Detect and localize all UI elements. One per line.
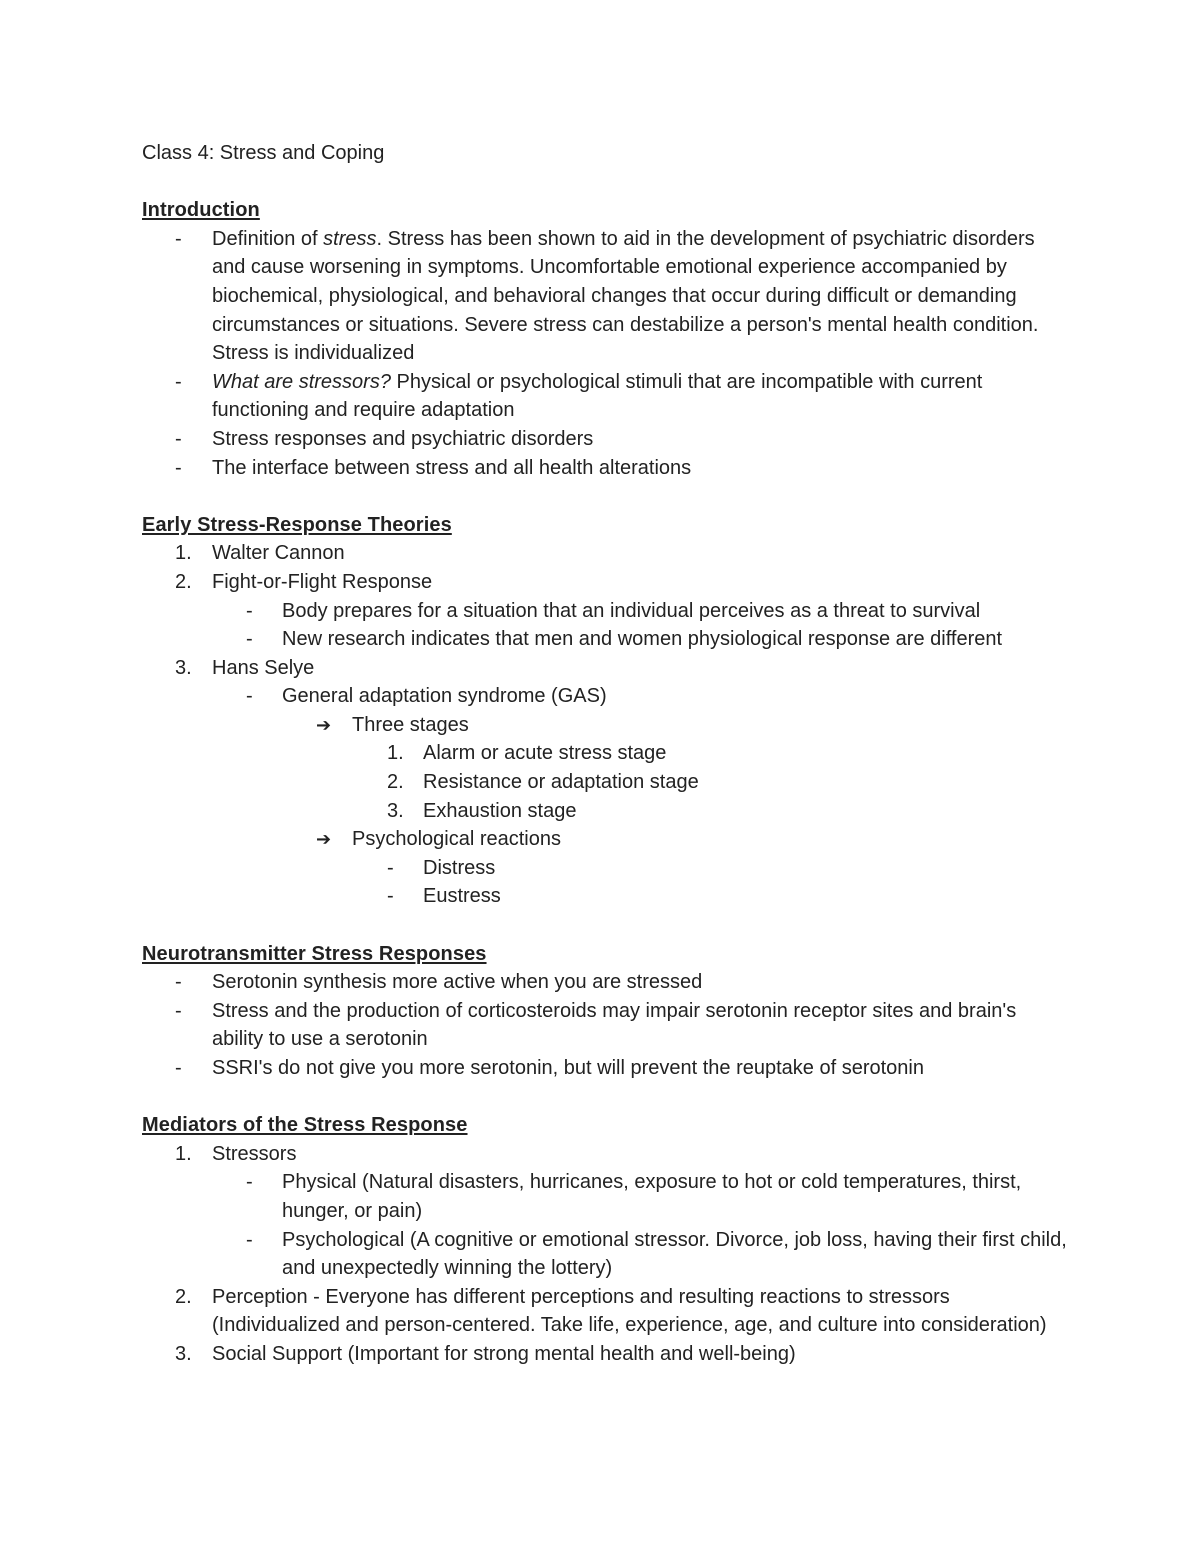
item-text: Definition of xyxy=(212,227,324,250)
dash-bullet: - xyxy=(387,856,394,879)
early-theories-list xyxy=(142,539,1072,911)
list-item xyxy=(142,997,1072,1054)
reaction-list-item xyxy=(142,854,1072,883)
reaction-list-item xyxy=(142,882,1072,911)
dash-bullet: - xyxy=(175,971,182,994)
item-text: Exhaustion stage xyxy=(423,799,577,822)
dash-bullet: - xyxy=(246,628,253,651)
neurotransmitter-list xyxy=(142,968,1072,1082)
item-text: Psychological reactions xyxy=(352,828,561,851)
arrow-icon: ➔ xyxy=(316,714,332,735)
arrow-list-item xyxy=(142,825,1072,854)
page-title: Class 4: Stress and Coping xyxy=(142,142,385,164)
dash-bullet: - xyxy=(175,427,182,450)
sub-list-item xyxy=(142,1226,1072,1283)
item-text: Stress responses and psychiatric disorders xyxy=(212,427,594,450)
stage-list-item xyxy=(142,768,1072,797)
item-text: The interface between stress and all health alterations xyxy=(212,456,692,479)
item-text: Social Support (Important for strong mental health and well-being) xyxy=(212,1342,796,1365)
item-text: Stress and the production of corticosteroids may impair serotonin receptor sites and brain's ability to use a serotonin xyxy=(212,999,1017,1051)
item-text: General adaptation syndrome (GAS) xyxy=(282,685,607,708)
item-text: Three stages xyxy=(352,713,469,736)
list-item xyxy=(142,968,1072,997)
section-heading-mediators: Mediators of the Stress Response xyxy=(142,1114,468,1137)
list-item xyxy=(142,1054,1072,1083)
dash-bullet: - xyxy=(246,599,253,622)
stage-list-item xyxy=(142,739,1072,768)
dash-bullet: - xyxy=(246,1228,253,1251)
dash-bullet: - xyxy=(387,885,394,908)
dash-bullet: - xyxy=(175,1057,182,1079)
list-item xyxy=(142,539,1072,568)
item-text: New research indicates that men and women physiological response are different xyxy=(282,628,1003,651)
item-number: 3. xyxy=(175,1342,192,1365)
item-number: 1. xyxy=(175,542,192,565)
stage-list-item xyxy=(142,797,1072,826)
dash-bullet: - xyxy=(175,227,182,250)
item-text: Alarm or acute stress stage xyxy=(423,742,667,765)
dash-bullet: - xyxy=(175,999,182,1022)
item-text: Physical or psychological stimuli that are incompatible with current functioning and require adaptation xyxy=(212,370,983,422)
dash-bullet: - xyxy=(246,685,253,708)
dash-bullet: - xyxy=(175,456,182,479)
item-emphasis: What are stressors? xyxy=(212,370,391,393)
sub-list-item xyxy=(142,625,1072,654)
list-item xyxy=(142,654,1072,683)
sub-list-item xyxy=(142,597,1072,626)
list-item xyxy=(142,225,1072,368)
item-number: 2. xyxy=(387,771,404,794)
item-number: 3. xyxy=(175,656,192,679)
arrow-list-item xyxy=(142,711,1072,740)
item-number: 2. xyxy=(175,1285,192,1308)
section-heading-early-theories: Early Stress-Response Theories xyxy=(142,513,452,536)
list-item xyxy=(142,568,1072,597)
mediators-list xyxy=(142,1140,1072,1369)
item-text: Fight-or-Flight Response xyxy=(212,570,433,593)
item-text: Body prepares for a situation that an individual perceives as a threat to survival xyxy=(282,599,981,622)
item-text: Psychological (A cognitive or emotional stressor. Divorce, job loss, having their first child, and unexpectedly winning the lottery) xyxy=(282,1228,1067,1280)
item-number: 1. xyxy=(175,1142,192,1165)
section-heading-introduction: Introduction xyxy=(142,199,260,222)
item-text: SSRI's do not give you more serotonin, but will prevent the reuptake of serotonin xyxy=(212,1057,924,1079)
list-item xyxy=(142,1140,1072,1169)
item-text: Eustress xyxy=(423,885,501,908)
sub-list-item xyxy=(142,1168,1072,1225)
item-text: Walter Cannon xyxy=(212,542,345,565)
dash-bullet: - xyxy=(175,370,182,393)
item-number: 3. xyxy=(387,799,404,822)
list-item xyxy=(142,454,1072,483)
list-item xyxy=(142,1340,1072,1369)
list-item xyxy=(142,1283,1072,1340)
item-text: Stressors xyxy=(212,1142,297,1165)
document-page xyxy=(142,139,1072,1369)
list-item xyxy=(142,368,1072,425)
dash-bullet: - xyxy=(246,1171,253,1194)
item-number: 1. xyxy=(387,742,404,765)
item-text: Physical (Natural disasters, hurricanes, exposure to hot or cold temperatures, thirst, hunger, or pain) xyxy=(282,1171,1022,1222)
item-text: Hans Selye xyxy=(212,656,315,679)
item-text: Perception - Everyone has different perceptions and resulting reactions to stressors (Individualized and person-centered. Take life, experience, age, and culture into consideration) xyxy=(212,1285,1047,1337)
arrow-icon: ➔ xyxy=(316,829,332,850)
introduction-list xyxy=(142,225,1072,482)
list-item xyxy=(142,425,1072,454)
item-emphasis: stress xyxy=(323,227,377,250)
sub-list-item xyxy=(142,682,1072,711)
section-heading-neurotransmitter: Neurotransmitter Stress Responses xyxy=(142,942,487,965)
item-text: . Stress has been shown to aid in the development of psychiatric disorders and cause worsening in symptoms. Uncomfortable emotional experience accompanied by biochemical, physiological, and behavioral changes that occur during difficult or demanding circumstances or situations. Severe stress can destabilize a person's mental health condition. Stress is individualized xyxy=(212,227,1039,365)
item-text: Serotonin synthesis more active when you are stressed xyxy=(212,971,703,994)
item-text: Resistance or adaptation stage xyxy=(423,771,699,794)
item-text: Distress xyxy=(423,856,496,879)
item-number: 2. xyxy=(175,570,192,593)
